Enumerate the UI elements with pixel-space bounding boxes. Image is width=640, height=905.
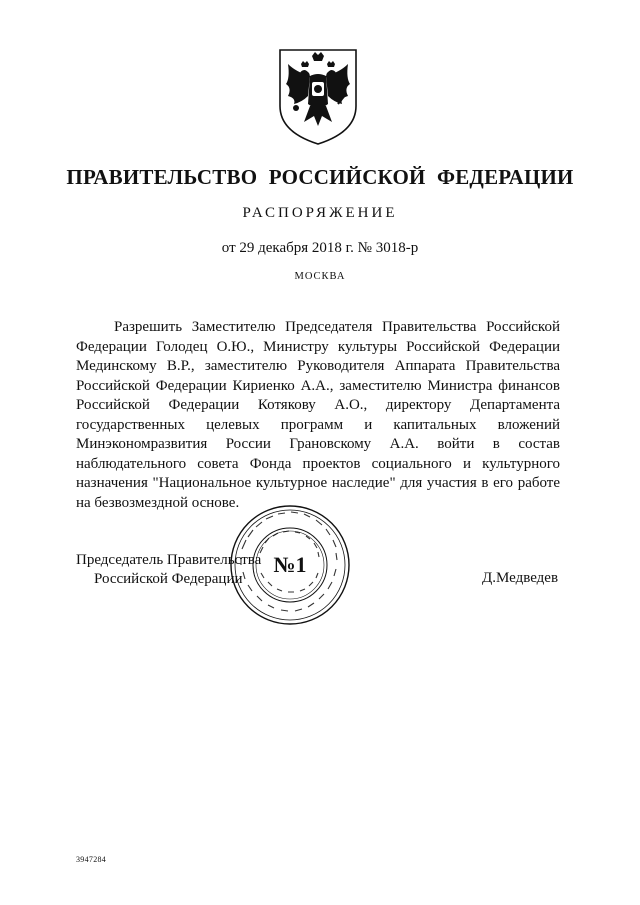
order-text: Разрешить Заместителю Председателя Правительства Российской Федерации Голодец О.Ю., Министру культуры Российской Федерации Мединскому В.Р., заместителю Руководителя Аппарата Правительства Российской Федерации Кириенко А.А., заместителю Министра финансов Российской Федерации Котякову А.О., директору Департамента государственных целевых программ и капитальных вложений Минэкономразвития России Грановскому А.А. войти в состав наблюдательного совета Фонда проектов социального и культурного назначения "Национальное культурное наследие" для участия в его работе на безвозмездной основе.	[76, 319, 560, 511]
document-type: РАСПОРЯЖЕНИЕ	[242, 205, 398, 221]
coat-of-arms-icon	[274, 44, 362, 148]
city: МОСКВА	[294, 271, 346, 282]
seal-stamp-icon	[228, 503, 352, 627]
document-code: 3947284	[76, 855, 107, 864]
signatory-title-line1: Председатель Правительства	[76, 552, 262, 568]
signatory-title-line2: Российской Федерации	[94, 571, 243, 587]
date-and-number: от 29 декабря 2018 г. № 3018-р	[221, 240, 419, 256]
seal-number: №1	[273, 552, 307, 577]
signatory-name: Д.Медведев	[482, 570, 559, 586]
government-title: ПРАВИТЕЛЬСТВО РОССИЙСКОЙ ФЕДЕРАЦИИ	[66, 165, 574, 189]
